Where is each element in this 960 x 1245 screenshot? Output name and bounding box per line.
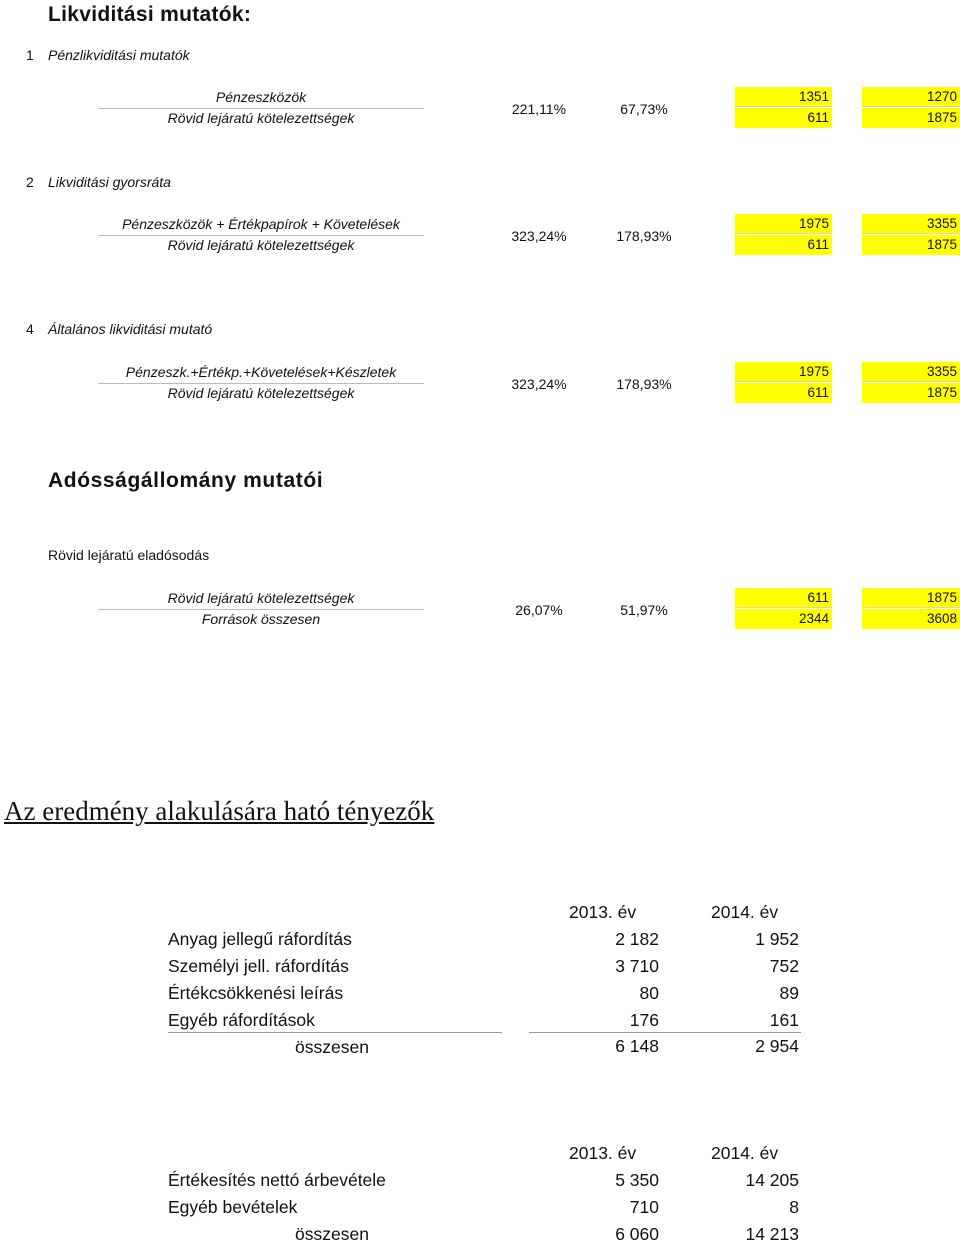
results-title: Az eredmény alakulására ható tényezők	[4, 796, 435, 826]
row-label: Értékcsökkenési leírás	[168, 983, 344, 1003]
column-header-2014: 2014. év	[711, 1143, 779, 1163]
row-value-2014: 8	[789, 1197, 799, 1217]
section-heading-4	[26, 321, 212, 337]
row-value-2013: 2 182	[615, 929, 659, 949]
numerator-label: Pénzeszközök	[98, 89, 424, 109]
numerator-label: Rövid lejáratú kötelezettségek	[98, 590, 424, 610]
value-cell: 3608	[862, 609, 960, 629]
page-title: Likviditási mutatók:	[48, 3, 252, 26]
ratio-2014: 51,97%	[620, 602, 668, 618]
value-cell: 1875	[862, 108, 960, 128]
total-label: összesen	[295, 1224, 369, 1244]
denominator-label: Források összesen	[201, 611, 321, 627]
total-label: összesen	[295, 1037, 369, 1057]
value-cell: 1975	[735, 362, 832, 382]
numerator-label: Pénzeszk.+Értékp.+Követelések+Készletek	[98, 364, 424, 384]
row-value-2013: 80	[639, 983, 659, 1003]
denominator-label: Rövid lejáratú kötelezettségek	[167, 110, 355, 126]
denominator-label: Rövid lejáratú kötelezettségek	[167, 385, 355, 401]
value-cell: 1875	[862, 383, 960, 403]
row-label: Anyag jellegű ráfordítás	[168, 929, 352, 949]
ratio-2013: 221,11%	[511, 101, 567, 117]
total-separator	[529, 1032, 801, 1033]
debt-section-title: Adósságállomány mutatói	[48, 469, 324, 492]
value-cell: 2344	[735, 609, 832, 629]
column-header-2013: 2013. év	[569, 902, 637, 922]
section-label: Likviditási gyorsráta	[48, 174, 171, 190]
value-cell: 3355	[862, 362, 960, 382]
row-value-2014: 161	[769, 1010, 799, 1030]
section-label: Általános likviditási mutató	[48, 321, 213, 337]
ratio-2014: 178,93%	[616, 376, 672, 392]
row-value-2014: 1 952	[755, 929, 799, 949]
ratio-2013: 26,07%	[515, 602, 563, 618]
section-number: 2	[26, 174, 34, 190]
value-cell: 611	[735, 108, 832, 128]
section-label: Pénzlikviditási mutatók	[48, 47, 190, 63]
row-label: Értékesítés nettó árbevétele	[168, 1170, 386, 1190]
row-value-2013: 5 350	[615, 1170, 659, 1190]
value-cell: 1875	[862, 588, 960, 608]
row-value-2013: 176	[629, 1010, 659, 1030]
row-value-2014: 89	[779, 983, 799, 1003]
section-number: 1	[26, 47, 34, 63]
section-heading-2	[26, 174, 171, 190]
row-label: Személyi jell. ráfordítás	[168, 956, 349, 976]
total-value-2013: 6 060	[615, 1224, 659, 1244]
value-cell: 1351	[735, 87, 832, 107]
total-value-2013: 6 148	[615, 1036, 659, 1056]
total-value-2014: 14 213	[745, 1224, 799, 1244]
value-cell: 611	[735, 235, 832, 255]
row-label: Egyéb ráfordítások	[168, 1010, 315, 1030]
value-cell: 3355	[862, 214, 960, 234]
column-header-2014: 2014. év	[711, 902, 779, 922]
row-value-2013: 710	[629, 1197, 659, 1217]
value-cell: 611	[735, 588, 832, 608]
numerator-label: Pénzeszközök + Értékpapírok + Követelések	[98, 216, 424, 236]
ratio-2014: 178,93%	[616, 228, 672, 244]
debt-label: Rövid lejáratú eladósodás	[48, 547, 210, 563]
total-separator	[168, 1032, 502, 1033]
column-header-2013: 2013. év	[569, 1143, 637, 1163]
value-cell: 1975	[735, 214, 832, 234]
ratio-2013: 323,24%	[511, 228, 567, 244]
row-label: Egyéb bevételek	[168, 1197, 298, 1217]
row-value-2014: 752	[769, 956, 799, 976]
ratio-2013: 323,24%	[511, 376, 567, 392]
value-cell: 611	[735, 383, 832, 403]
row-value-2014: 14 205	[745, 1170, 799, 1190]
section-number: 4	[26, 321, 34, 337]
section-heading-1	[26, 47, 190, 63]
ratio-2014: 67,73%	[620, 101, 668, 117]
total-value-2014: 2 954	[755, 1036, 799, 1056]
row-value-2013: 3 710	[615, 956, 659, 976]
value-cell: 1270	[862, 87, 960, 107]
denominator-label: Rövid lejáratú kötelezettségek	[167, 237, 355, 253]
value-cell: 1875	[862, 235, 960, 255]
